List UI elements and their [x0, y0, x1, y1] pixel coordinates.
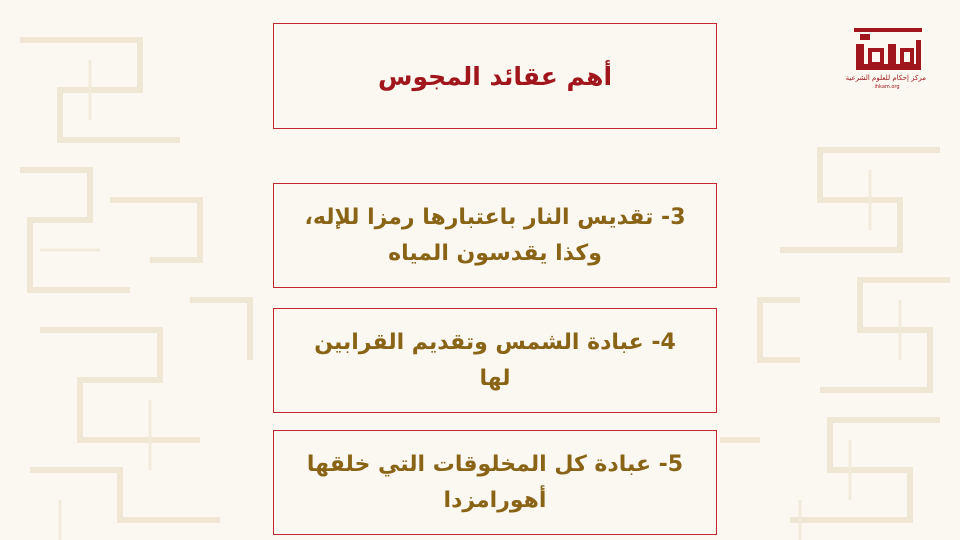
item-box-3 [273, 183, 717, 288]
logo-subtitle: مركز إحكام للعلوم الشرعية [845, 74, 926, 82]
title-box [273, 23, 717, 129]
item-text-5: 5- عبادة كل المخلوقات التي خلقها أهورامزدا [306, 451, 684, 513]
slide-title: أهم عقائد المجوس [377, 61, 613, 91]
item-text-4: 4- عبادة الشمس وتقديم القرابين لها [314, 329, 676, 391]
logo-url: ihkam.org [874, 84, 900, 90]
item-text-3: 3- تقديس النار باعتبارها رمزا للإله، وكذا يقدسون المياه [304, 204, 686, 266]
item-box-4 [273, 308, 717, 413]
item-box-5 [273, 430, 717, 535]
